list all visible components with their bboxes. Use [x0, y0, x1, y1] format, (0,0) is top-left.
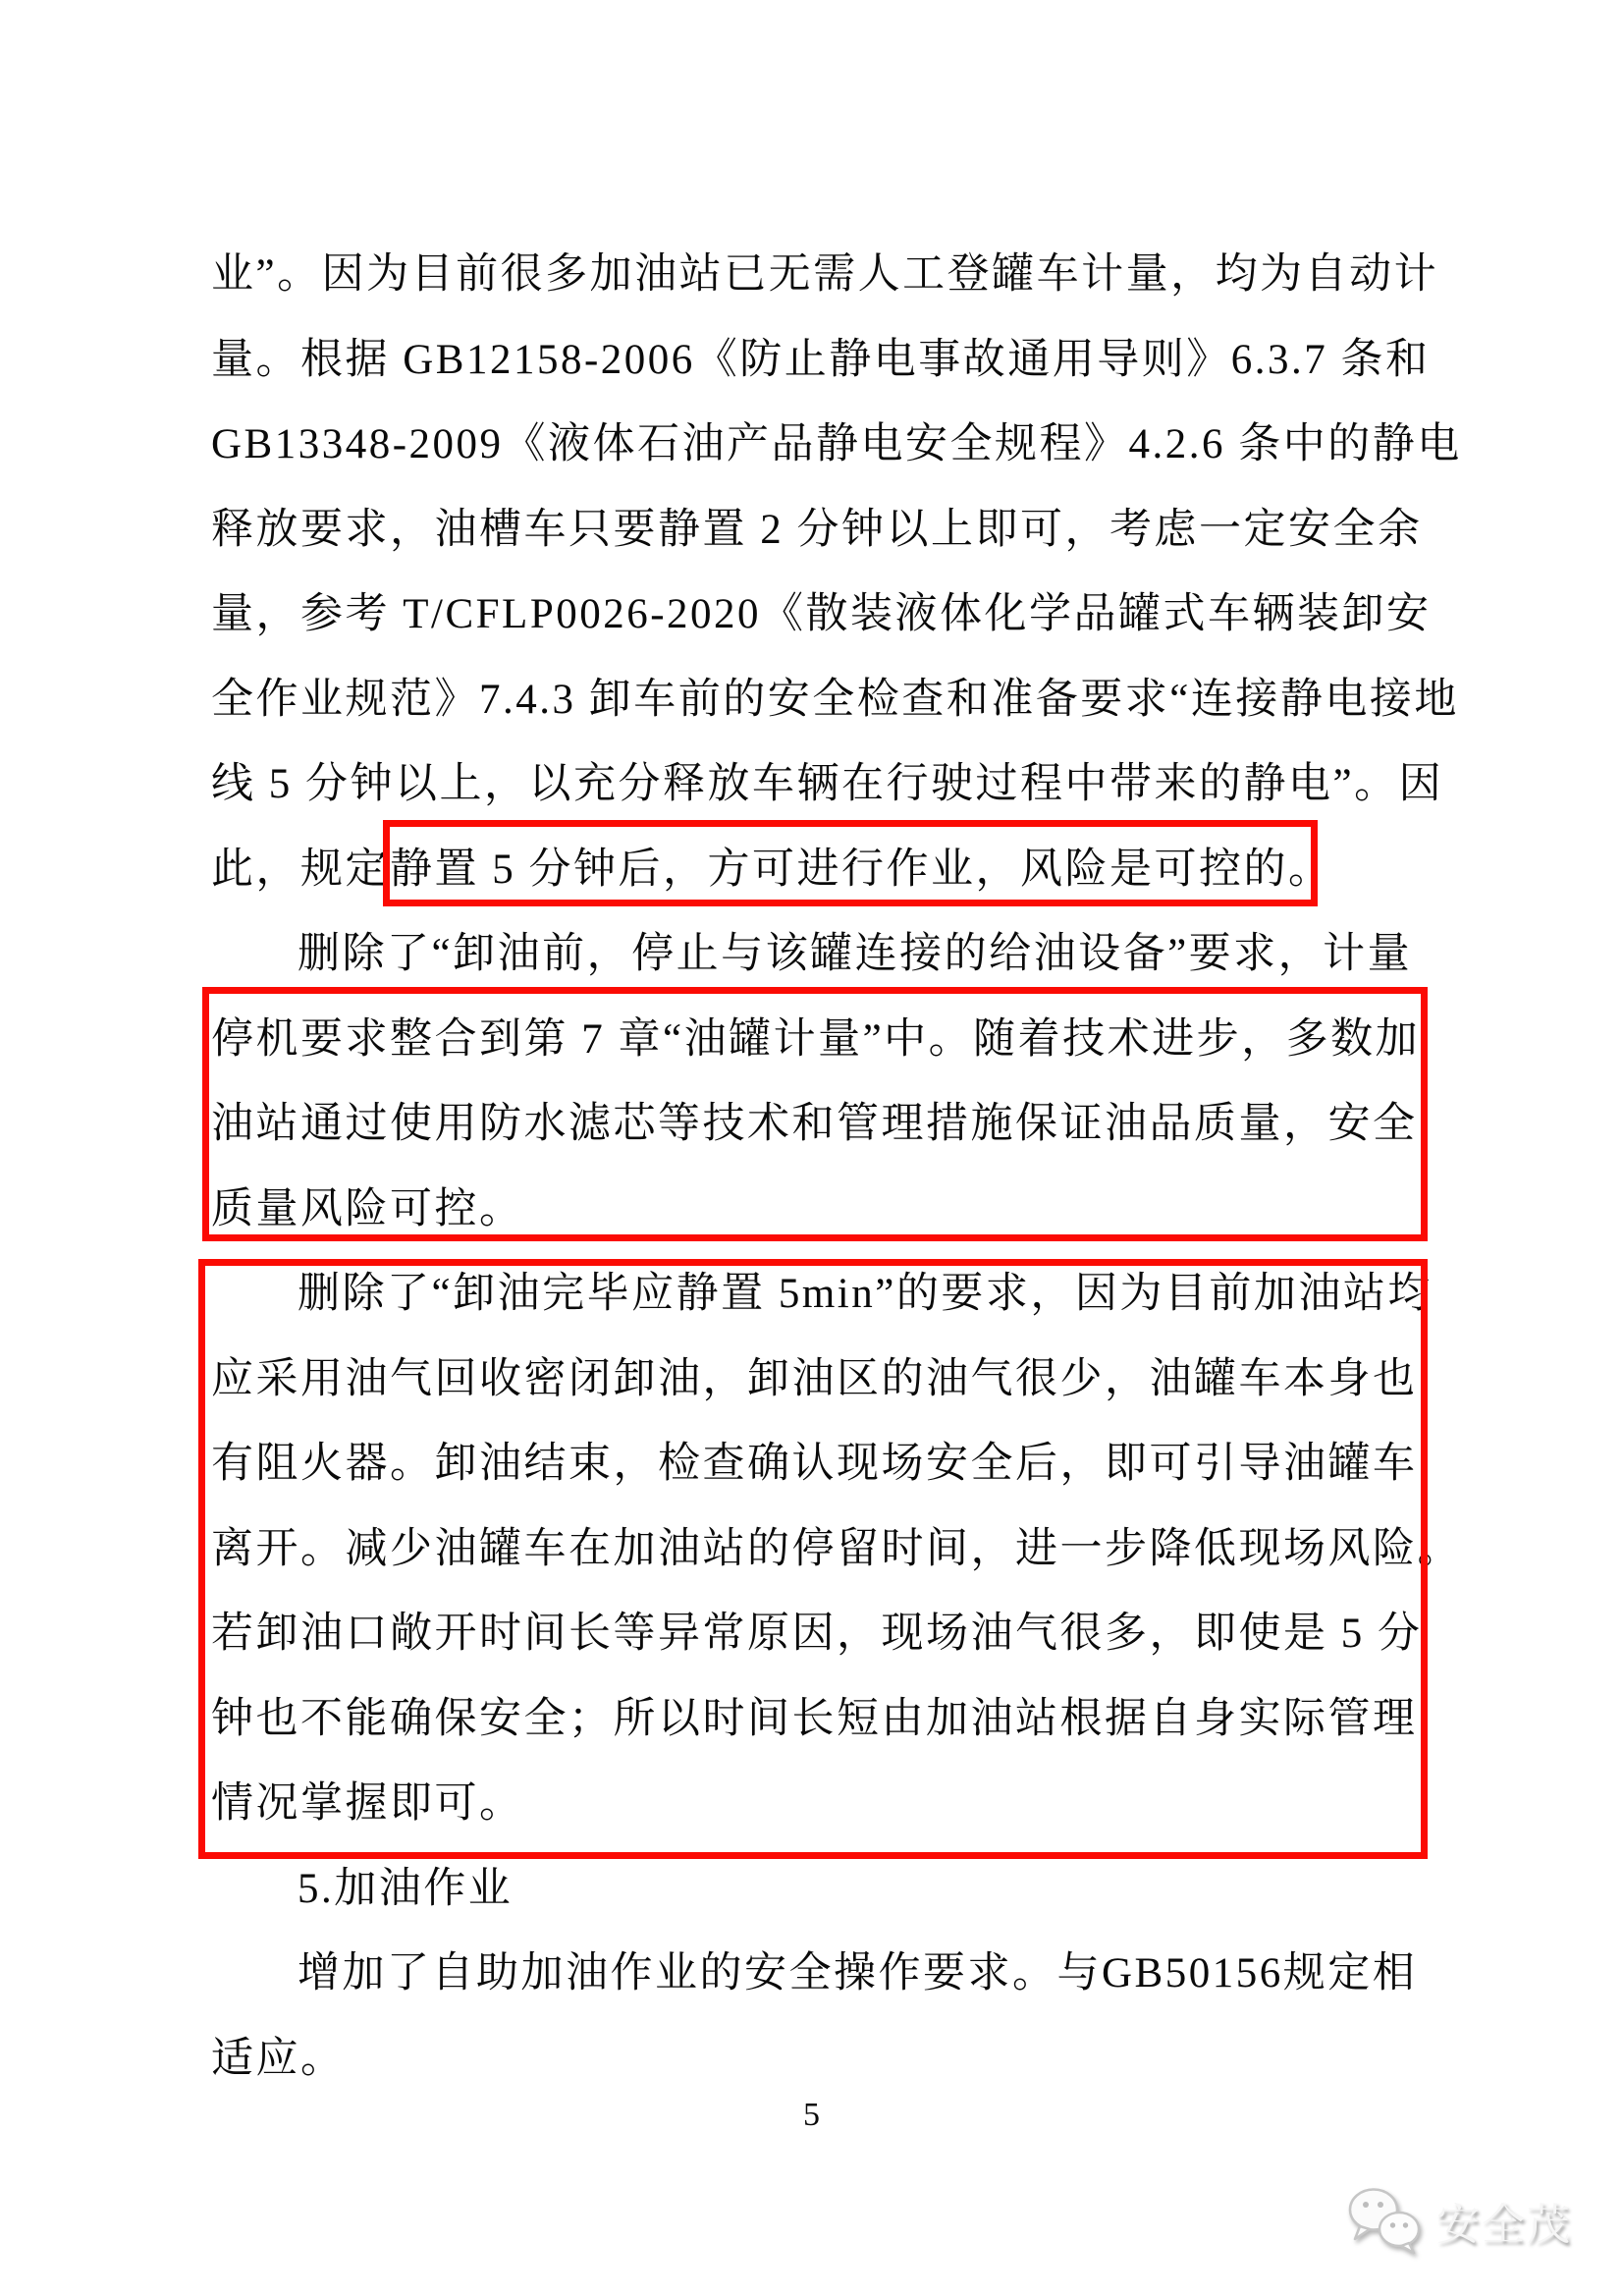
page-number: 5: [803, 2097, 820, 2133]
watermark: [1346, 2186, 1572, 2255]
text-line: 情况掌握即可。: [211, 1780, 524, 1827]
text-line: 删除了“卸油完毕应静置 5min”的要求，因为目前加油站均: [298, 1271, 1433, 1317]
text-line: 应采用油气回收密闭卸油，卸油区的油气很少，油罐车本身也: [211, 1355, 1418, 1402]
text-line: 离开。减少油罐车在加油站的停留时间，进一步降低现场风险。: [211, 1525, 1462, 1572]
text-line: 此，规定静置 5 分钟后，方可进行作业，风险是可控的。: [211, 846, 1333, 893]
text-line: 适应。: [211, 2035, 346, 2082]
wechat-icon: [1346, 2186, 1425, 2255]
text-line: GB13348-2009《液体石油产品静电安全规程》4.2.6 条中的静电: [211, 421, 1462, 467]
body-text: [211, 233, 1462, 2102]
text-line: 业”。因为目前很多加油站已无需人工登罐车计量，均为自动计: [211, 251, 1439, 298]
text-line: 全作业规范》7.4.3 卸车前的安全检查和准备要求“连接静电接地: [211, 676, 1459, 723]
text-line: 质量风险可控。: [211, 1185, 524, 1232]
text-line: 钟也不能确保安全；所以时间长短由加油站根据自身实际管理: [211, 1695, 1418, 1742]
text-line: 增加了自助加油作业的安全操作要求。与GB50156规定相: [298, 1950, 1418, 1996]
text-line: 若卸油口敞开时间长等异常原因，现场油气很多，即使是 5 分: [211, 1611, 1423, 1657]
watermark-label: 安全茂: [1436, 2201, 1572, 2249]
text-line: 线 5 分钟以上，以充分释放车辆在行驶过程中带来的静电”。因: [211, 761, 1444, 807]
text-line: 有阻火器。卸油结束，检查确认现场安全后，即可引导油罐车: [211, 1441, 1418, 1487]
text-line: 停机要求整合到第 7 章“油罐计量”中。随着技术进步，多数加: [211, 1015, 1421, 1063]
text-line: 油站通过使用防水滤芯等技术和管理措施保证油品质量，安全: [211, 1101, 1418, 1147]
text-line: 5.加油作业: [298, 1865, 514, 1912]
text-line: 量，参考 T/CFLP0026-2020《散装液体化学品罐式车辆装卸安: [211, 591, 1432, 637]
text-line: 删除了“卸油前，停止与该罐连接的给油设备”要求，计量: [298, 931, 1413, 977]
text-line: 释放要求，油槽车只要静置 2 分钟以上即可，考虑一定安全余: [211, 506, 1423, 553]
text-line: 量。根据 GB12158-2006《防止静电事故通用导则》6.3.7 条和: [211, 336, 1431, 383]
